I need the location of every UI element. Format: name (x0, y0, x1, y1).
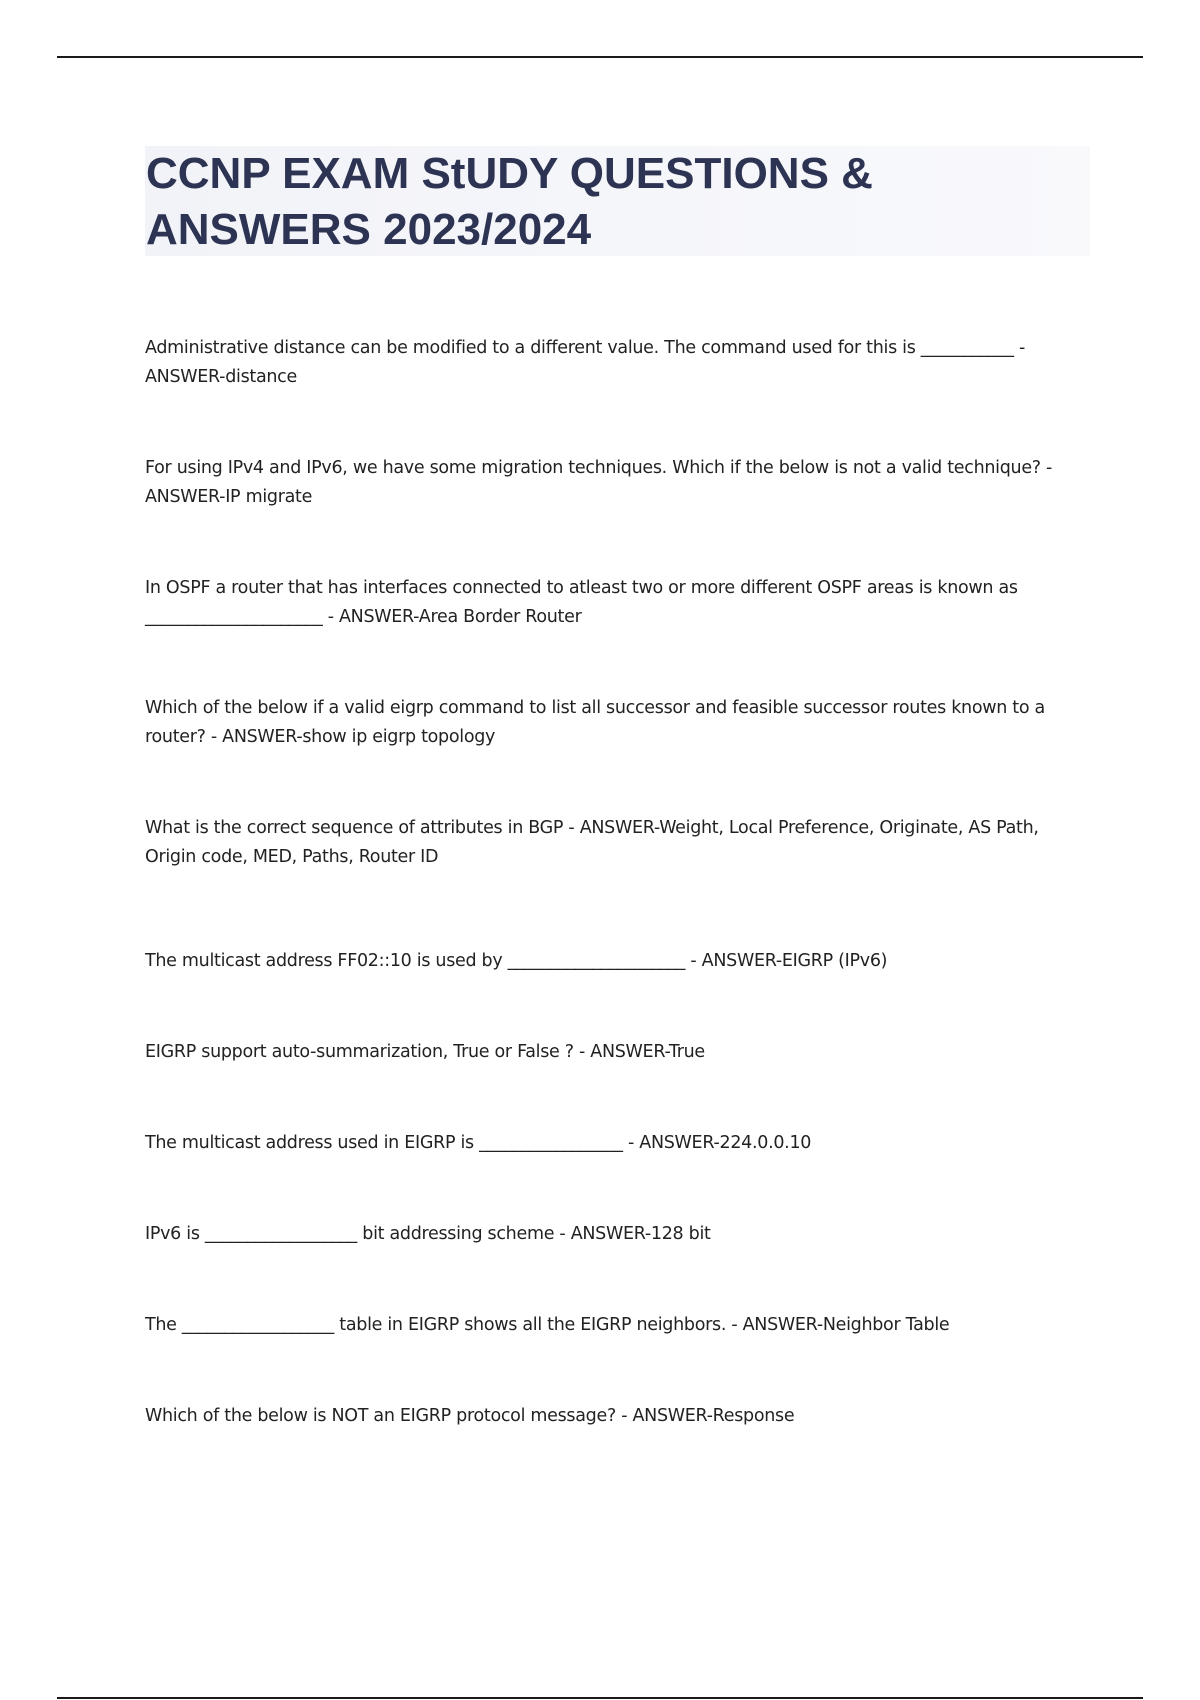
footer-rule (57, 1697, 1143, 1699)
qa-item-9: IPv6 is __________________ bit addressing scheme - ANSWER-128 bit (145, 1224, 711, 1244)
qa-item-1: Administrative distance can be modified to a different value. The command used for this is ___________ - ANSWER-distance (145, 338, 1026, 387)
qa-item-3: In OSPF a router that has interfaces connected to atleast two or more different OSPF areas is known as _____________________ - ANSWER-Area Border Router (145, 578, 1018, 627)
qa-item-7: EIGRP support auto-summarization, True or False ? - ANSWER-True (145, 1042, 705, 1062)
qa-item-6: The multicast address FF02::10 is used by _____________________ - ANSWER-EIGRP (IPv6) (145, 951, 888, 971)
header-rule (57, 56, 1143, 58)
qa-item-5: What is the correct sequence of attributes in BGP - ANSWER-Weight, Local Preference, Originate, AS Path, Origin code, MED, Paths, Router ID (145, 818, 1039, 867)
qa-item-4: Which of the below if a valid eigrp command to list all successor and feasible successor routes known to a router? - ANSWER-show ip eigrp topology (145, 698, 1045, 747)
title-block (145, 146, 1090, 256)
document-title: CCNP EXAM StUDY QUESTIONS & ANSWERS 2023/2024 (146, 149, 873, 254)
qa-item-8: The multicast address used in EIGRP is _________________ - ANSWER-224.0.0.10 (145, 1133, 812, 1153)
qa-item-2: For using IPv4 and IPv6, we have some migration techniques. Which if the below is not a valid technique? - ANSWER-IP migrate (145, 458, 1053, 507)
qa-item-11: Which of the below is NOT an EIGRP protocol message? - ANSWER-Response (145, 1406, 795, 1426)
qa-item-10: The __________________ table in EIGRP shows all the EIGRP neighbors. - ANSWER-Neighbor Table (145, 1315, 950, 1335)
